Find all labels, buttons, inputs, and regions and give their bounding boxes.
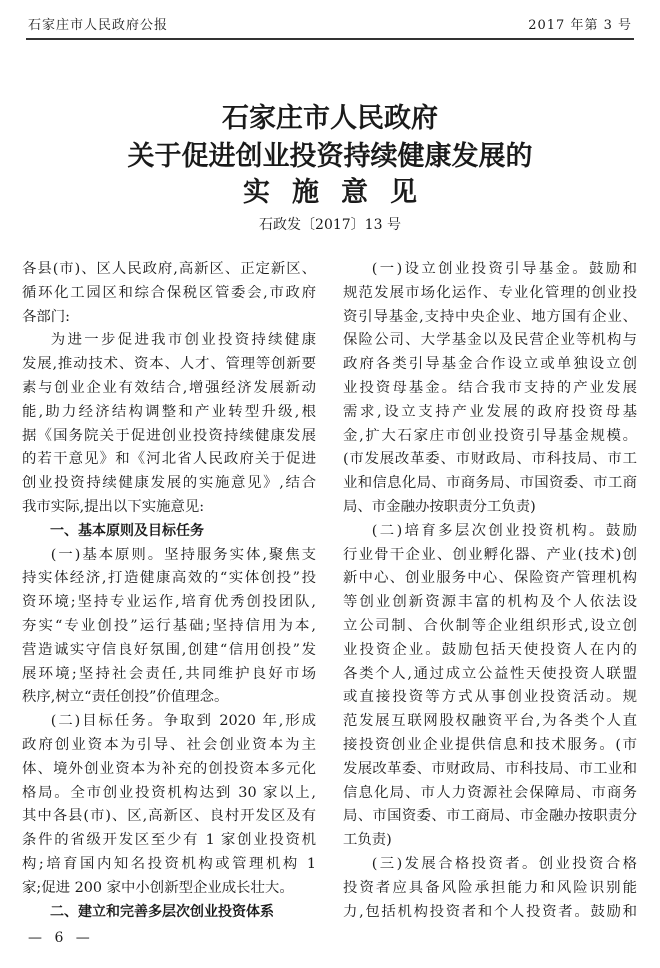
text-line: 接投资创业企业提供信息和技术服务。(市 <box>343 736 637 753</box>
text-line: 据《国务院关于促进创业投资持续健康发展 <box>22 427 316 444</box>
title-line-1: 石家庄市人民政府 <box>222 103 438 134</box>
text-line: 夯实“专业创投”运行基础;坚持信用为本, <box>22 617 316 634</box>
text-line: (市发展改革委、市财政局、市科技局、市工 <box>343 451 637 468</box>
text-line: 的若干意见》和《河北省人民政府关于促进 <box>22 451 316 468</box>
text-line: 行业骨干企业、创业孵化器、产业(技术)创 <box>343 546 637 563</box>
text-line: 各类个人,通过成立公益性天使投资人联盟 <box>343 665 637 682</box>
text-line: 业投资母基金。结合我市支持的产业发展 <box>343 379 637 396</box>
text-line: 家;促进 200 家中小创新型企业成长壮大。 <box>22 879 294 896</box>
title-line-2: 关于促进创业投资持续健康发展的 <box>127 141 533 172</box>
text-line: 我市实际,提出以下实施意见: <box>22 498 205 515</box>
text-line: 业和信息化局、市商务局、市国资委、市工商 <box>343 475 637 492</box>
text-line: 构;培育国内知名投资机构或管理机构 1 <box>22 855 316 872</box>
text-line: 循环化工园区和综合保税区管委会,市政府 <box>22 284 316 301</box>
text-line: 其中各县(市)、区,高新区、良村开发区及有 <box>22 808 316 825</box>
running-header <box>26 10 634 40</box>
text-line: 创业投资持续健康发展的实施意见》,结合 <box>22 475 316 492</box>
section-heading: 二、建立和完善多层次创业投资体系 <box>50 903 274 920</box>
text-line: 各县(市)、区人民政府,高新区、正定新区、 <box>22 261 316 277</box>
document-number: 石政发〔2017〕13 号 <box>259 217 401 233</box>
text-line: 力,包括机构投资者和个人投资者。鼓励和 <box>343 903 637 920</box>
text-line: 需求,设立支持产业发展的政府投资母基 <box>343 403 637 420</box>
text-line: 投资者应具备风险承担能力和风险识别能 <box>343 879 637 896</box>
text-line: 条件的省级开发区至少有 1 家创业投资机 <box>22 832 316 849</box>
text-line: (三)发展合格投资者。创业投资合格 <box>371 855 637 872</box>
text-line: (二)培育多层次创业投资机构。鼓励 <box>371 522 637 539</box>
text-line: 各部门: <box>22 308 71 325</box>
text-line: 发展改革委、市财政局、市科技局、市工业和 <box>343 760 637 777</box>
text-line: 政府各类引导基金合作设立或单独设立创 <box>343 356 637 373</box>
text-line: 发展,推动技术、资本、人才、管理等创新要 <box>22 356 316 373</box>
right-column <box>343 258 637 924</box>
left-column <box>22 258 316 924</box>
text-line: 为进一步促进我市创业投资持续健康 <box>50 332 316 349</box>
publication-name: 石家庄市人民政府公报 <box>28 18 169 33</box>
text-line: 资引导基金,支持中央企业、地方国有企业、 <box>343 308 637 325</box>
section-heading: 一、基本原则及目标任务 <box>50 522 204 539</box>
text-line: 营造诚实守信良好氛围,创建“信用创投”发 <box>22 641 316 658</box>
text-line: 范发展互联网股权融资平台,为各类个人直 <box>343 713 637 730</box>
text-line: 工负责) <box>343 832 392 849</box>
text-line: 能,助力经济结构调整和产业转型升级,根 <box>22 403 316 420</box>
text-line: 金,扩大石家庄市创业投资引导基金规模。 <box>343 427 637 444</box>
text-line: 业投资企业。鼓励包括天使投资人在内的 <box>343 641 637 658</box>
text-line: 资环境;坚持专业运作,培育优秀创投团队, <box>22 594 316 611</box>
text-line: 或直接投资等方式从事创业投资活动。规 <box>343 689 637 706</box>
text-line: (二)目标任务。争取到 2020 年,形成 <box>50 713 316 730</box>
text-line: 政府创业资本为引导、社会创业资本为主 <box>22 736 316 753</box>
text-line: 展环境;坚持社会责任,共同维护良好市场 <box>22 665 316 682</box>
text-line: 信息化局、市人力资源社会保障局、市商务 <box>343 784 637 801</box>
text-line: 局、市金融办按职责分工负责) <box>343 498 536 515</box>
text-line: 保险公司、大学基金以及民营企业等机构与 <box>343 332 637 349</box>
title-line-3: 实施意见 <box>243 177 439 208</box>
text-line: (一)基本原则。坚持服务实体,聚焦支 <box>50 546 316 563</box>
text-line: 素与创业企业有效结合,增强经济发展新动 <box>22 379 316 396</box>
text-line: 格局。全市创业投资机构达到 30 家以上, <box>22 784 316 801</box>
text-line: 等创业创新资源丰富的机构及个人依法设 <box>343 594 637 611</box>
text-line: 立公司制、合伙制等企业组织形式,设立创 <box>343 617 637 634</box>
text-line: 持实体经济,打造健康高效的“实体创投”投 <box>22 570 316 587</box>
issue-number: 2017 年第 3 号 <box>528 18 632 33</box>
text-line: 局、市国资委、市工商局、市金融办按职责分 <box>343 808 637 825</box>
text-line: 新中心、创业服务中心、保险资产管理机构 <box>343 570 637 587</box>
text-line: 规范发展市场化运作、专业化管理的创业投 <box>343 284 637 301</box>
text-line: 秩序,树立“责任创投”价值理念。 <box>22 689 229 706</box>
text-line: (一)设立创业投资引导基金。鼓励和 <box>371 261 637 277</box>
text-line: 体、境外创业资本为补充的创投资本多元化 <box>22 760 316 777</box>
page-number: — 6 — <box>28 930 94 946</box>
